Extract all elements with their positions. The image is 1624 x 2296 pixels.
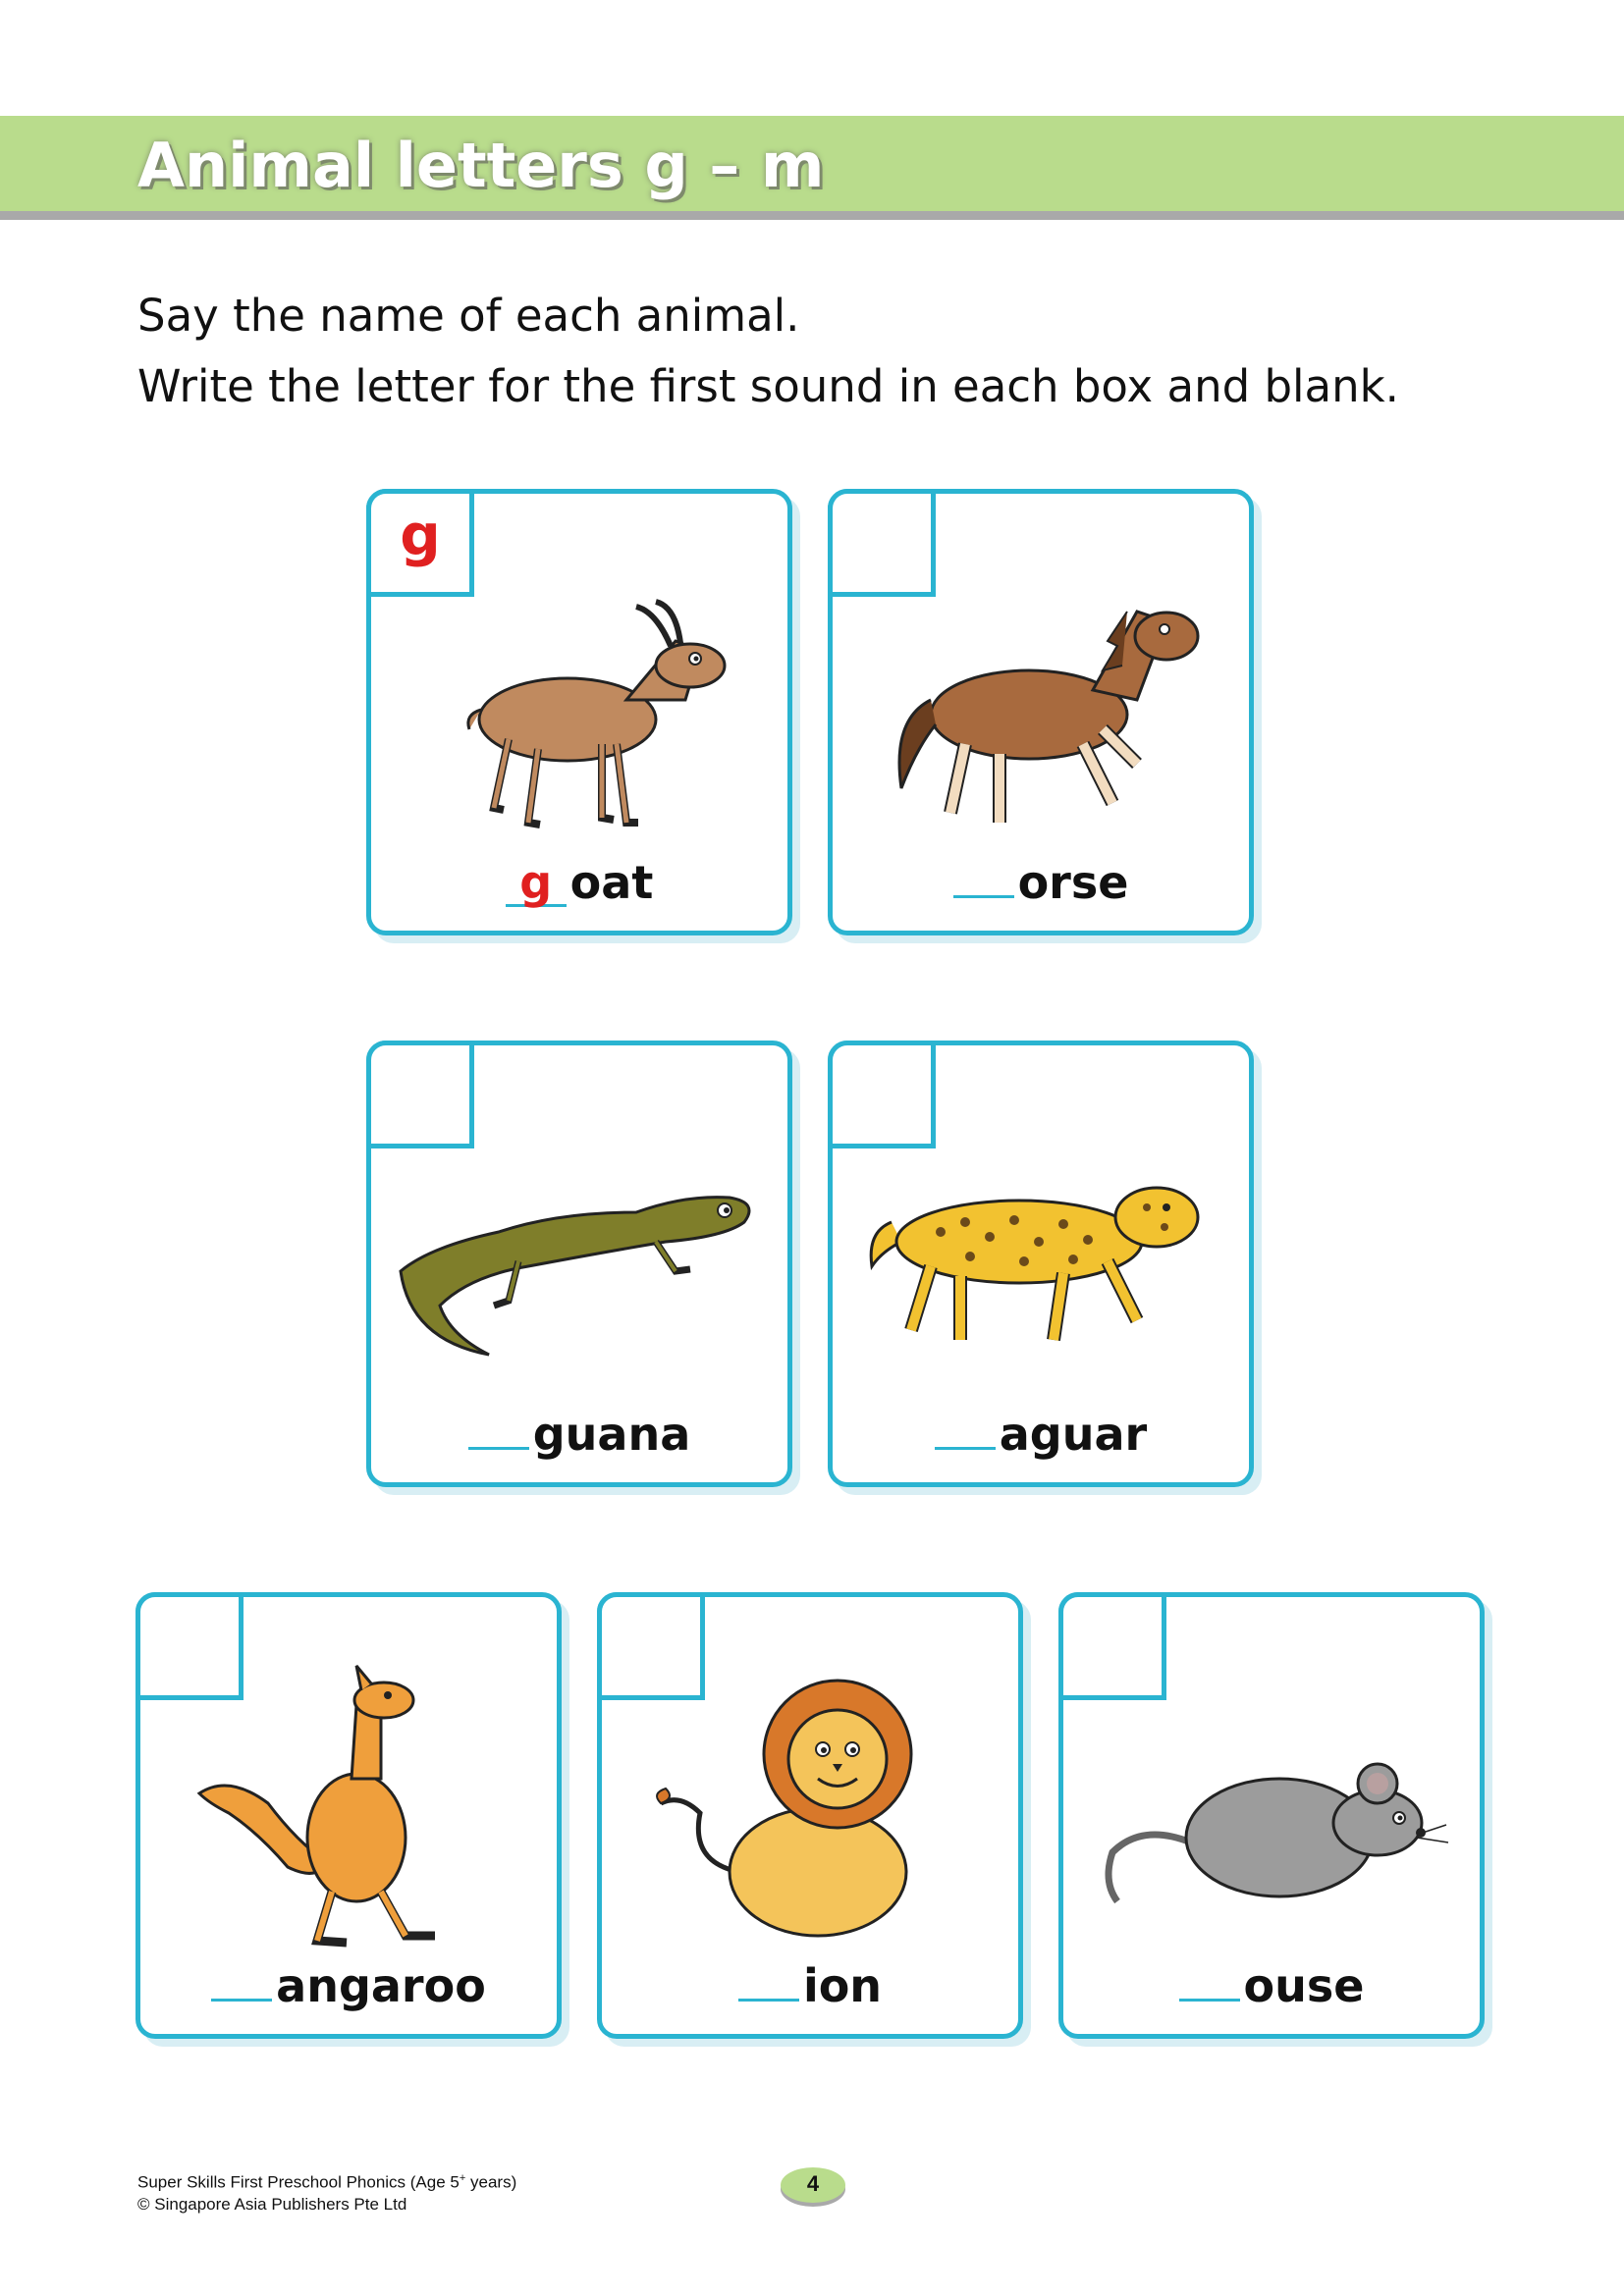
word-ending: oat <box>569 856 654 909</box>
mouse-illustration <box>1083 1656 1466 1950</box>
word-horse <box>833 852 1249 909</box>
footer <box>137 2167 516 2216</box>
word-ending: ion <box>802 1959 883 2012</box>
goat-illustration <box>391 553 774 847</box>
page-number: 4 <box>781 2167 845 2203</box>
word-ending: guana <box>532 1408 691 1461</box>
title-banner <box>0 116 1624 220</box>
word-jaguar <box>833 1404 1249 1461</box>
card-lion <box>597 1592 1023 2039</box>
footer-copyright: © Singapore Asia Publishers Pte Ltd <box>137 2194 407 2214</box>
answer-blank[interactable]: g <box>506 861 567 907</box>
answer-blank[interactable] <box>738 1955 799 2002</box>
word-ending: ouse <box>1243 1959 1365 2012</box>
word-kangaroo <box>140 1955 557 2012</box>
footer-title-sup: + <box>459 2172 466 2184</box>
footer-title-end: years) <box>465 2172 517 2192</box>
word-ending: orse <box>1017 856 1129 909</box>
word-mouse <box>1063 1955 1480 2012</box>
answer-blank[interactable] <box>1179 1955 1240 2002</box>
answer-blank[interactable] <box>468 1404 529 1450</box>
kangaroo-illustration <box>160 1656 543 1950</box>
word-lion <box>602 1955 1018 2012</box>
card-iguana <box>366 1041 792 1487</box>
word-iguana <box>371 1404 787 1461</box>
card-goat <box>366 489 792 935</box>
word-ending: aguar <box>999 1408 1148 1461</box>
horse-illustration <box>852 553 1235 847</box>
word-ending: angaroo <box>276 1959 486 2012</box>
letter-box-value: g <box>400 502 441 568</box>
answer-blank[interactable] <box>211 1955 272 2002</box>
answer-blank[interactable] <box>953 852 1014 898</box>
word-goat <box>371 856 787 909</box>
card-horse <box>828 489 1254 935</box>
instruction-line-1: Say the name of each animal. <box>137 290 800 342</box>
instructions <box>137 281 1399 422</box>
footer-book-title <box>137 2167 516 2194</box>
footer-title-text: Super Skills First Preschool Phonics (Age 5 <box>137 2172 460 2192</box>
card-mouse <box>1058 1592 1485 2039</box>
page-title: Animal letters g – m <box>137 130 825 201</box>
card-kangaroo <box>135 1592 562 2039</box>
answer-blank[interactable] <box>935 1404 996 1450</box>
jaguar-illustration <box>852 1104 1235 1399</box>
iguana-illustration <box>391 1104 774 1399</box>
card-jaguar <box>828 1041 1254 1487</box>
lion-illustration <box>622 1656 1004 1950</box>
instruction-line-2: Write the letter for the first sound in each box and blank. <box>137 360 1399 412</box>
